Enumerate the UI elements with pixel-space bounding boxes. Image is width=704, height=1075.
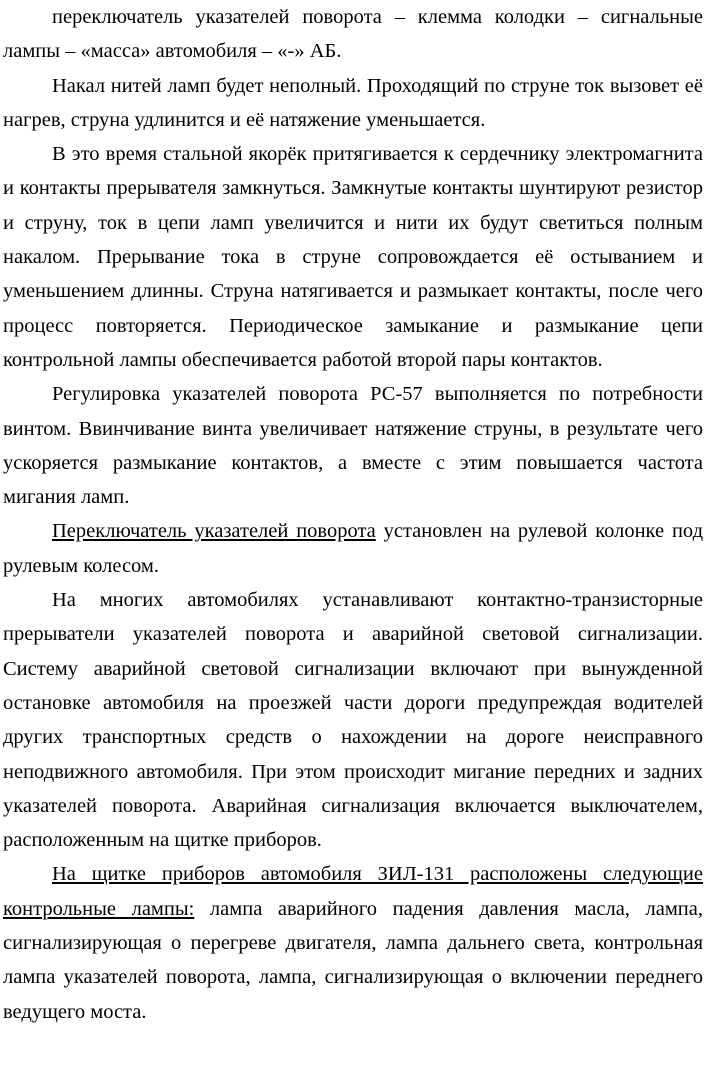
- document-page: [3, 0, 703, 1029]
- paragraph-turn-switch: [3, 514, 703, 583]
- paragraph-zil131-lamps: [3, 857, 703, 1028]
- paragraph-circuit-continuation: переключатель указателей поворота – клемма колодки – сигнальные лампы – «масса» автомобиля – «-» АБ.: [3, 6, 703, 63]
- zil131-rest-text: лампа аварийного падения давления масла, лампа, сигнализирующая о перегреве двигателя, лампа дальнего света, контрольная лампа указателей поворота, лампа, сигнализирующая о включении переднего ведущего моста.: [3, 897, 704, 1023]
- paragraph-contacts-closing: В это время стальной якорёк притягивается к сердечнику электромагнита и контакты прерывателя замкнуться. Замкнутые контакты шунтируют резистор и струну, ток в цепи ламп увеличится и нити их будут светиться полным накалом. Прерывание тока в струне сопровождается её остыванием и уменьшением длинны. Струна натягивается и размыкает контакты, после чего процесс повторяется. Периодическое замыкание и размыкание цепи контрольной лампы обеспечивается работой второй пары контактов.: [3, 143, 703, 371]
- paragraph-filament-heating: Накал нитей ламп будет неполный. Проходящий по струне ток вызовет её нагрев, струна удлинится и её натяжение уменьшается.: [3, 74, 703, 131]
- paragraph-rs57-adjustment: Регулировка указателей поворота РС-57 выполняется по потребности винтом. Ввинчивание винта увеличивает натяжение струны, в результате чего ускоряется размыкание контактов, а вместе с этим повышается частота мигания ламп.: [3, 383, 703, 509]
- turn-switch-rest-text: установлен на рулевой колонке под рулевым колесом.: [3, 520, 703, 577]
- zil131-underlined-text: На щитке приборов автомобиля ЗИЛ-131 расположены следующие контрольные лампы:: [3, 863, 703, 920]
- turn-switch-underlined-text: Переключатель указателей поворота: [52, 520, 376, 543]
- paragraph-hazard-signaling: На многих автомобилях устанавливают контактно-транзисторные прерыватели указателей поворота и аварийной световой сигнализации. Систему аварийной световой сигнализации включают при вынужденной остановке автомобиля на проезжей части дороги предупреждая водителей других транспортных средств о нахождении на дороге неисправного неподвижного автомобиля. При этом происходит мигание передних и задних указателей поворота. Аварийная сигнализация включается выключателем, расположенным на щитке приборов.: [3, 589, 703, 852]
